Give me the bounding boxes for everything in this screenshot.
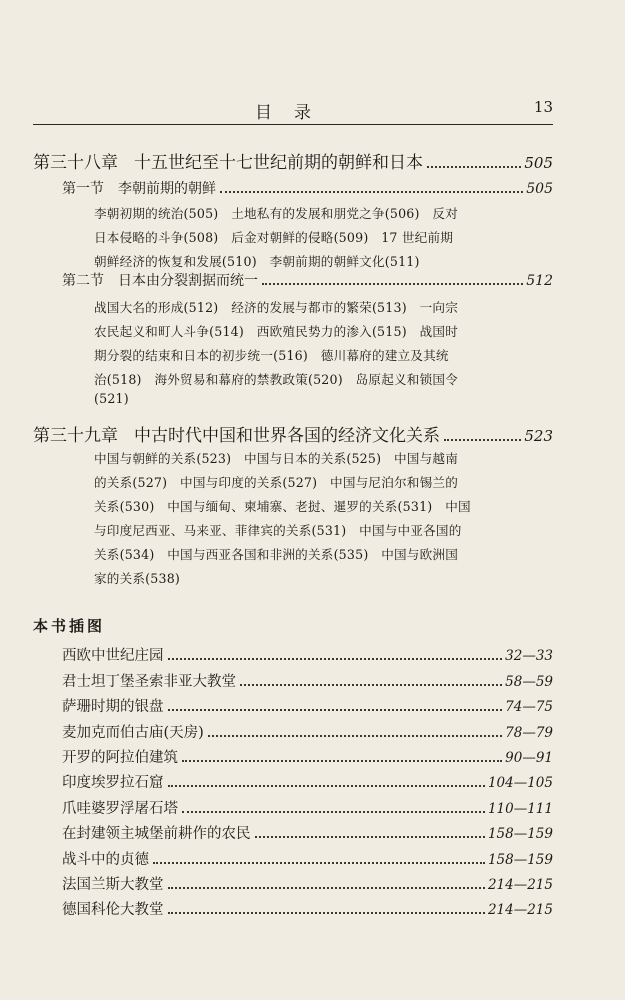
illustration-pages: 104—105 (487, 775, 553, 791)
illustration-title: 德国科伦大教堂 (62, 902, 164, 918)
section-detail-line: 李朝初期的统治(505) 土地私有的发展和朋党之争(506) 反对 (94, 206, 458, 221)
section-title: 日本由分裂割据而统一 (118, 273, 258, 289)
illustration-title: 开罗的阿拉伯建筑 (62, 750, 178, 766)
chapter-number: 第三十九章 (33, 426, 118, 446)
illustration-item (62, 797, 553, 818)
chapter-detail-line: 中国与朝鲜的关系(523) 中国与日本的关系(525) 中国与越南 (94, 451, 458, 466)
illustration-item (62, 721, 553, 742)
page-number: 13 (533, 98, 553, 116)
illustration-item (62, 670, 553, 691)
leader-dots (240, 683, 502, 686)
leader-dots (255, 835, 485, 838)
leader-dots (182, 759, 502, 762)
section-detail-line: 期分裂的结束和日本的初步统一(516) 德川幕府的建立及其统 (94, 348, 449, 363)
section-detail-line: 朝鲜经济的恢复和发展(510) 李朝前期的朝鲜文化(511) (94, 254, 420, 269)
leader-dots (168, 886, 485, 889)
leader-dots (168, 911, 485, 914)
leader-dots (220, 190, 523, 193)
chapter-title: 十五世纪至十七世纪前期的朝鲜和日本 (134, 153, 423, 173)
chapter-page: 505 (524, 154, 553, 172)
toc-chapter-39 (33, 421, 553, 446)
illustration-title: 麦加克而伯古庙(天房) (62, 725, 204, 741)
leader-dots (208, 734, 502, 737)
illustration-title: 战斗中的贞德 (62, 852, 149, 868)
illustrations-heading: 本书插图 (33, 617, 106, 635)
chapter-detail-line: 关系(534) 中国与西亚各国和非洲的关系(535) 中国与欧洲国 (94, 547, 458, 562)
illustration-pages: 214—215 (487, 902, 553, 918)
illustration-pages: 78—79 (505, 725, 553, 741)
chapter-number: 第三十八章 (33, 153, 118, 173)
chapter-page: 523 (524, 427, 553, 445)
illustration-item (62, 746, 553, 767)
section-page: 512 (526, 273, 553, 289)
section-detail-line: 农民起义和町人斗争(514) 西欧殖民势力的渗入(515) 战国时 (94, 324, 458, 339)
section-detail-line: 日本侵略的斗争(508) 后金对朝鲜的侵略(509) 17 世纪前期 (94, 230, 454, 245)
leader-dots (427, 165, 521, 168)
chapter-detail-line: 的关系(527) 中国与印度的关系(527) 中国与尼泊尔和锡兰的 (94, 475, 458, 490)
leader-dots (444, 438, 521, 441)
illustration-title: 西欧中世纪庄园 (62, 648, 164, 664)
page-header (33, 96, 553, 125)
illustration-title: 君士坦丁堡圣索非亚大教堂 (62, 674, 236, 690)
section-number: 第二节 (62, 273, 104, 289)
leader-dots (168, 708, 503, 711)
illustration-title: 法国兰斯大教堂 (62, 877, 164, 893)
illustration-item (62, 898, 553, 919)
leader-dots (168, 784, 485, 787)
section-page: 505 (526, 181, 553, 197)
illustration-pages: 158—159 (487, 852, 553, 868)
illustration-title: 爪哇婆罗浮屠石塔 (62, 801, 178, 817)
chapter-detail-line: 家的关系(538) (94, 571, 181, 586)
illustration-item (62, 822, 553, 843)
illustration-item (62, 848, 553, 869)
toc-section-38-2 (62, 270, 553, 290)
illustration-pages: 90—91 (505, 750, 553, 766)
toc-chapter-38 (33, 148, 553, 173)
illustration-pages: 32—33 (505, 648, 553, 664)
leader-dots (153, 861, 485, 864)
section-number: 第一节 (62, 181, 104, 197)
leader-dots (168, 657, 503, 660)
leader-dots (262, 282, 523, 285)
illustration-pages: 158—159 (487, 826, 553, 842)
illustration-pages: 58—59 (505, 674, 553, 690)
header-title: 目录 (255, 103, 333, 123)
leader-dots (182, 810, 485, 813)
section-title: 李朝前期的朝鲜 (118, 181, 216, 197)
illustration-pages: 214—215 (487, 877, 553, 893)
section-detail-line: (521) (94, 391, 129, 406)
illustration-title: 印度埃罗拉石窟 (62, 775, 164, 791)
illustration-pages: 74—75 (505, 699, 553, 715)
chapter-detail-line: 与印度尼西亚、马来亚、菲律宾的关系(531) 中国与中亚各国的 (94, 523, 462, 538)
illustration-item (62, 644, 553, 665)
illustration-title: 萨珊时期的银盘 (62, 699, 164, 715)
chapter-title: 中古时代中国和世界各国的经济文化关系 (134, 426, 440, 446)
illustration-item (62, 873, 553, 894)
toc-section-38-1 (62, 178, 553, 198)
section-detail-line: 治(518) 海外贸易和幕府的禁教政策(520) 岛原起义和锁国令 (94, 372, 458, 387)
section-detail-line: 战国大名的形成(512) 经济的发展与都市的繁荣(513) 一向宗 (94, 300, 458, 315)
chapter-detail-line: 关系(530) 中国与缅甸、柬埔寨、老挝、暹罗的关系(531) 中国 (94, 499, 471, 514)
illustration-title: 在封建领主城堡前耕作的农民 (62, 826, 251, 842)
illustration-item (62, 771, 553, 792)
illustration-pages: 110—111 (487, 801, 553, 817)
illustration-item (62, 695, 553, 716)
